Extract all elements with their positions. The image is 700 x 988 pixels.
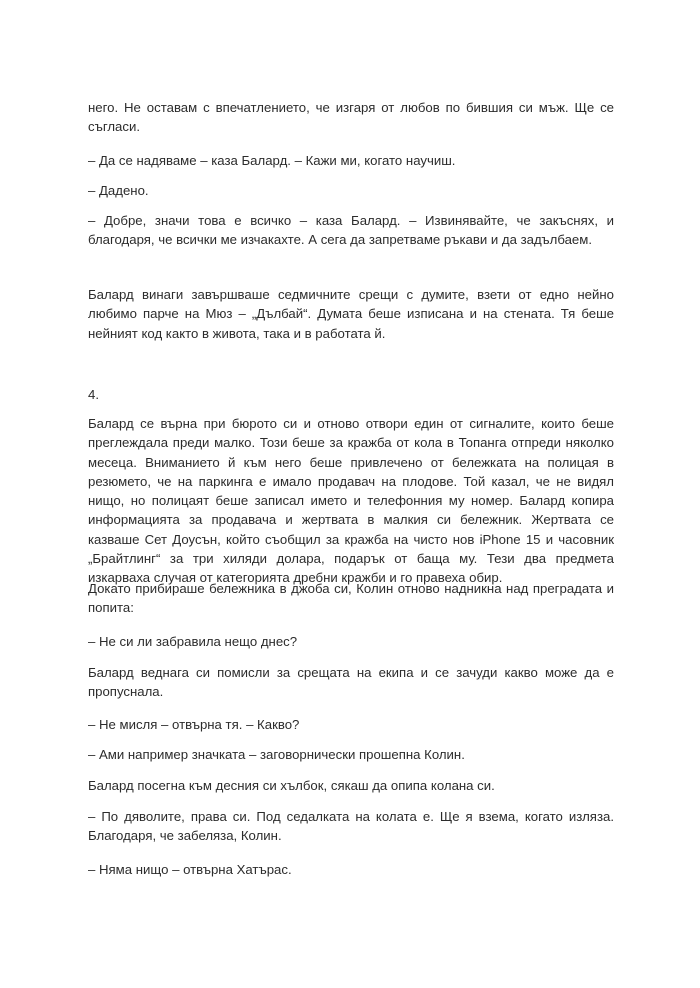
paragraph-under-seat: – По дяволите, права си. Под седалката на колата е. Ще я взема, когато изляза. Благодаря, че забеляза, Колин.	[88, 809, 614, 844]
paragraph-ballard-thinks: Балард веднага си помисли за срещата на екипа и се зачуди какво може да е пропуснала.	[88, 665, 614, 700]
paragraph-dialogue-deal: – Дадено.	[88, 183, 149, 198]
paragraph-case-file: Балард се върна при бюрото си и отново отвори един от сигналите, които беше преглеждала преди малко. Този беше за кражба от кола в Топанга отпреди няколко месеца. Вниманието й към него беше привлечено от бележката на полицая в резюмето, че на паркинга е имало продавач на плодове. Той казал, че не видял нищо, но полицаят беше записал името и телефонния му номер. Балард копира информацията за продавача и жертвата в малкия си бележник. Жертвата се казваше Сет Доусън, който съобщил за кражба на чисто нов iPhone 15 и часовник „Брайтлинг“ за три хиляди долара, подарък от баща му. Тези два предмета изкарваха случая от категорията дребни кражби и го правеха обир.	[88, 416, 614, 586]
paragraph-motto: Балард винаги завършваше седмичните срещи с думите, взети от едно нейно любимо парче на Мюз – „Дълбай“. Думата беше изписана и на стената. Тя беше нейният код както в живота, така и в работата й.	[88, 287, 614, 341]
paragraph-badge: – Ами например значката – заговорнически прошепна Колин.	[88, 747, 465, 762]
paragraph-opening: него. Не оставам с впечатлението, че изгаря от любов по бившия си мъж. Ще се съгласи.	[88, 100, 614, 135]
paragraph-meeting-end: – Добре, значи това е всичко – каза Балард. – Извинявайте, че закъснях, и благодаря, че всички ме изчакахте. А сега да запретваме ръкави и да задълбаем.	[88, 213, 614, 248]
paragraph-no-problem: – Няма нищо – отвърна Хатърас.	[88, 862, 292, 877]
paragraph-colin-asks: Докато прибираше бележника в джоба си, Колин отново надникна над преградата и попита:	[88, 581, 614, 616]
paragraph-reaches-hip: Балард посегна към десния си хълбок, сякаш да опипа колана си.	[88, 778, 495, 793]
paragraph-forgot-question: – Не си ли забравила нещо днес?	[88, 634, 298, 649]
paragraph-dialogue-hope: – Да се надяваме – каза Балард. – Кажи ми, когато научиш.	[88, 153, 456, 168]
chapter-number: 4.	[88, 387, 99, 402]
paragraph-dont-think: – Не мисля – отвърна тя. – Какво?	[88, 717, 300, 732]
